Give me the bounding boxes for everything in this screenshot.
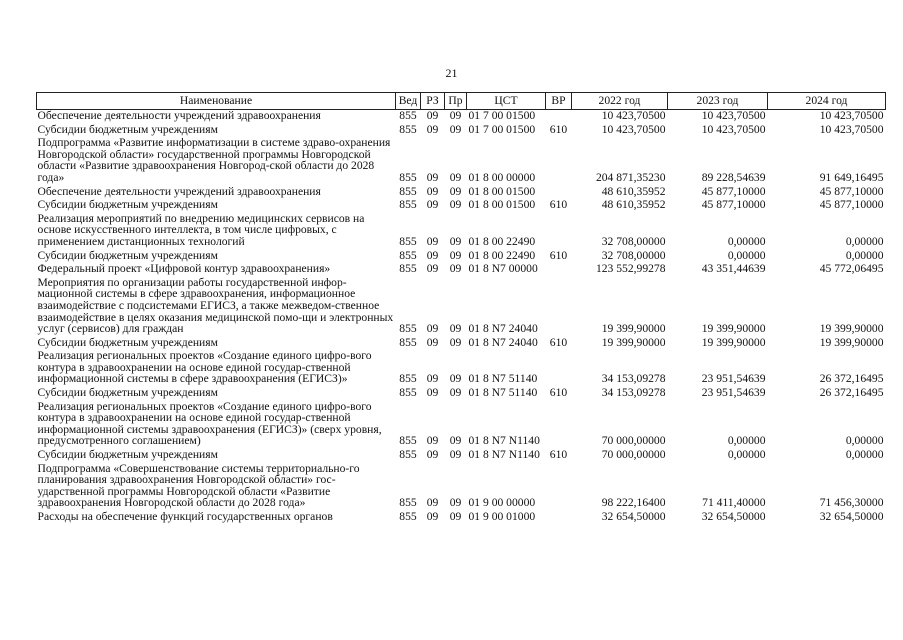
table-row xyxy=(37,348,886,385)
cell-2024: 0,00000 xyxy=(845,234,884,248)
cell-cst: 01 8 N7 51140 xyxy=(468,386,538,400)
cell-rz: 09 xyxy=(426,198,439,212)
cell-2024: 26 372,16495 xyxy=(819,386,884,400)
cell-vr: 610 xyxy=(549,122,568,136)
cell-2022: 10 423,70500 xyxy=(601,122,666,136)
cell-vr: 610 xyxy=(549,386,568,400)
cell-rz: 09 xyxy=(426,109,439,122)
table-row xyxy=(37,197,886,211)
cell-name: Расходы на обеспечение функций государственных органов xyxy=(37,510,333,523)
cell-rz: 09 xyxy=(426,262,439,276)
cell-cst: 01 7 00 01500 xyxy=(468,109,536,122)
cell-vr xyxy=(546,461,572,509)
cell-name: Реализация региональных проектов «Создание единого цифро-вого контура в здравоохранении на основе единой государ-ственной информационной системы в сфере здравоохранения (ЕГИСЗ)» xyxy=(37,349,372,386)
cell-vr xyxy=(546,399,572,447)
cell-cst: 01 8 00 01500 xyxy=(468,184,536,198)
cell-pr: 09 xyxy=(449,234,462,248)
cell-2023: 43 351,44639 xyxy=(701,262,766,276)
cell-name: Федеральный проект «Цифровой контур здравоохранения» xyxy=(37,262,331,276)
table-row xyxy=(37,335,886,349)
cell-vr: 610 xyxy=(549,448,568,462)
cell-rz: 09 xyxy=(426,386,439,400)
header-cst: ЦСТ xyxy=(467,93,546,110)
cell-vr xyxy=(546,184,572,198)
cell-cst: 01 8 N7 24040 xyxy=(468,335,538,349)
cell-rz: 09 xyxy=(426,184,439,198)
header-2022: 2022 год xyxy=(572,93,668,110)
cell-pr: 09 xyxy=(449,510,462,523)
table-row xyxy=(37,211,886,248)
cell-2022: 204 871,35230 xyxy=(595,170,666,184)
table-row xyxy=(37,110,886,122)
cell-ved: 855 xyxy=(399,262,417,276)
cell-vr xyxy=(546,110,572,122)
cell-2022: 70 000,00000 xyxy=(601,448,666,462)
cell-pr: 09 xyxy=(449,335,462,349)
cell-name: Субсидии бюджетным учреждениям xyxy=(37,335,218,349)
cell-2023: 0,00000 xyxy=(727,248,766,262)
cell-2024: 71 456,30000 xyxy=(819,496,884,510)
cell-rz: 09 xyxy=(426,322,439,336)
cell-pr: 09 xyxy=(449,170,462,184)
table-row xyxy=(37,275,886,335)
cell-ved: 855 xyxy=(399,335,417,349)
cell-2023: 10 423,70500 xyxy=(701,109,766,122)
cell-pr: 09 xyxy=(449,434,462,448)
cell-cst: 01 8 N7 51140 xyxy=(468,372,538,386)
cell-pr: 09 xyxy=(449,122,462,136)
cell-name: Реализация региональных проектов «Создание единого цифро-вого контура в здравоохранении на основе единой государ-ственной информационной системы здравоохранения (ЕГИСЗ)» (сверх уровня, предусмотренного соглашением) xyxy=(37,399,382,448)
cell-2022: 32 708,00000 xyxy=(601,248,666,262)
cell-vr xyxy=(546,211,572,248)
cell-ved: 855 xyxy=(399,122,417,136)
cell-2022: 48 610,35952 xyxy=(601,198,666,212)
cell-rz: 09 xyxy=(426,170,439,184)
cell-2024: 26 372,16495 xyxy=(819,372,884,386)
cell-ved: 855 xyxy=(399,198,417,212)
cell-2023: 10 423,70500 xyxy=(701,122,766,136)
cell-name: Мероприятия по организации работы государственной инфор-мационной системы в сфере здравоохранения, информационное взаимодействие с подсистемами ЕГИСЗ, а также межведом-ственное взаимодействие в целях оказания медицинской помо-щи и электронных услуг (сервисов) для граждан xyxy=(37,275,394,336)
cell-2024: 19 399,90000 xyxy=(819,322,884,336)
cell-2023: 23 951,54639 xyxy=(701,372,766,386)
cell-pr: 09 xyxy=(449,109,462,122)
cell-2024: 0,00000 xyxy=(845,448,884,462)
cell-pr: 09 xyxy=(449,248,462,262)
cell-rz: 09 xyxy=(426,448,439,462)
cell-name: Субсидии бюджетным учреждениям xyxy=(37,122,218,136)
table-row xyxy=(37,184,886,198)
cell-2023: 19 399,90000 xyxy=(701,322,766,336)
table-row xyxy=(37,399,886,447)
table-row xyxy=(37,122,886,136)
cell-ved: 855 xyxy=(399,322,417,336)
cell-2024: 32 654,50000 xyxy=(819,510,884,523)
cell-2024: 10 423,70500 xyxy=(819,109,884,122)
cell-name: Обеспечение деятельности учреждений здравоохранения xyxy=(37,184,321,198)
budget-table xyxy=(36,92,886,523)
cell-ved: 855 xyxy=(399,248,417,262)
cell-rz: 09 xyxy=(426,335,439,349)
cell-name: Подпрограмма «Развитие информатизации в системе здраво-охранения Новгородской области» государственной программы Новгородской области «Развитие здравоохранения Новгород-ской области до 2028 года» xyxy=(37,136,391,184)
cell-2023: 0,00000 xyxy=(727,434,766,448)
cell-2022: 32 708,00000 xyxy=(601,234,666,248)
cell-2022: 34 153,09278 xyxy=(601,386,666,400)
cell-2023: 89 228,54639 xyxy=(701,170,766,184)
header-2023: 2023 год xyxy=(668,93,768,110)
page-number: 21 xyxy=(445,66,458,80)
table-row xyxy=(37,248,886,262)
cell-cst: 01 8 00 22490 xyxy=(468,234,536,248)
cell-vr xyxy=(546,509,572,523)
header-ved: Вед xyxy=(396,93,421,110)
cell-2024: 0,00000 xyxy=(845,248,884,262)
cell-pr: 09 xyxy=(449,372,462,386)
cell-pr: 09 xyxy=(449,386,462,400)
table-header-row xyxy=(37,93,886,110)
table-row xyxy=(37,385,886,399)
cell-2022: 10 423,70500 xyxy=(601,109,666,122)
cell-rz: 09 xyxy=(426,372,439,386)
cell-2023: 71 411,40000 xyxy=(702,496,766,510)
cell-rz: 09 xyxy=(426,248,439,262)
cell-cst: 01 8 N7 N1140 xyxy=(468,448,540,462)
cell-2022: 19 399,90000 xyxy=(601,322,666,336)
cell-2024: 91 649,16495 xyxy=(819,170,884,184)
table-row xyxy=(37,447,886,461)
cell-2022: 48 610,35952 xyxy=(601,184,666,198)
cell-ved: 855 xyxy=(399,448,417,462)
cell-pr: 09 xyxy=(449,322,462,336)
cell-vr: 610 xyxy=(549,198,568,212)
cell-ved: 855 xyxy=(399,234,417,248)
cell-2024: 45 772,06495 xyxy=(819,262,884,276)
header-name: Наименование xyxy=(37,93,396,110)
cell-name: Субсидии бюджетным учреждениям xyxy=(37,248,218,262)
cell-vr xyxy=(546,275,572,335)
cell-2022: 123 552,99278 xyxy=(595,262,666,276)
cell-2023: 0,00000 xyxy=(727,448,766,462)
cell-name: Подпрограмма «Совершенствование системы территориально-го планирования здравоохранения Новгородской области» гос-ударственной программы Новгородской области «Развитие здравоохранения Новгородской области до 2028 года» xyxy=(37,461,360,510)
cell-cst: 01 8 N7 24040 xyxy=(468,322,538,336)
cell-2024: 10 423,70500 xyxy=(819,122,884,136)
cell-2023: 45 877,10000 xyxy=(701,198,766,212)
cell-cst: 01 8 N7 N1140 xyxy=(468,434,540,448)
table-row xyxy=(37,261,886,275)
cell-vr: 610 xyxy=(549,248,568,262)
cell-2024: 0,00000 xyxy=(845,434,884,448)
cell-2023: 23 951,54639 xyxy=(701,386,766,400)
cell-ved: 855 xyxy=(399,496,417,510)
cell-2023: 32 654,50000 xyxy=(701,510,766,523)
cell-pr: 09 xyxy=(449,448,462,462)
cell-cst: 01 9 00 01000 xyxy=(468,510,536,523)
cell-rz: 09 xyxy=(426,496,439,510)
header-rz: РЗ xyxy=(421,93,445,110)
header-2024: 2024 год xyxy=(768,93,886,110)
cell-vr: 610 xyxy=(549,335,568,349)
cell-ved: 855 xyxy=(399,109,417,122)
cell-vr xyxy=(546,348,572,385)
cell-2022: 19 399,90000 xyxy=(601,335,666,349)
cell-pr: 09 xyxy=(449,198,462,212)
table-row xyxy=(37,461,886,509)
table-row xyxy=(37,509,886,523)
header-vr: ВР xyxy=(546,93,572,110)
cell-rz: 09 xyxy=(426,510,439,523)
cell-vr xyxy=(546,261,572,275)
cell-ved: 855 xyxy=(399,434,417,448)
cell-name: Реализация мероприятий по внедрению медицинских сервисов на основе искусственного интеллекта, в том числе цифровых, с применением дистанционных технологий xyxy=(37,211,365,248)
cell-cst: 01 8 00 22490 xyxy=(468,248,536,262)
cell-name: Субсидии бюджетным учреждениям xyxy=(37,448,218,462)
cell-2023: 45 877,10000 xyxy=(701,184,766,198)
cell-2024: 45 877,10000 xyxy=(819,184,884,198)
cell-cst: 01 8 00 00000 xyxy=(468,170,536,184)
cell-pr: 09 xyxy=(449,496,462,510)
cell-ved: 855 xyxy=(399,170,417,184)
cell-vr xyxy=(546,135,572,183)
cell-ved: 855 xyxy=(399,386,417,400)
cell-2023: 19 399,90000 xyxy=(701,335,766,349)
cell-2024: 19 399,90000 xyxy=(819,335,884,349)
cell-rz: 09 xyxy=(426,234,439,248)
cell-cst: 01 8 00 01500 xyxy=(468,198,536,212)
cell-name: Обеспечение деятельности учреждений здравоохранения xyxy=(37,109,321,122)
cell-2022: 34 153,09278 xyxy=(601,372,666,386)
cell-pr: 09 xyxy=(449,184,462,198)
cell-name: Субсидии бюджетным учреждениям xyxy=(37,386,218,400)
header-pr: Пр xyxy=(445,93,467,110)
cell-cst: 01 7 00 01500 xyxy=(468,122,536,136)
cell-rz: 09 xyxy=(426,122,439,136)
table-row xyxy=(37,135,886,183)
cell-rz: 09 xyxy=(426,434,439,448)
cell-cst: 01 8 N7 00000 xyxy=(468,262,538,276)
cell-2022: 32 654,50000 xyxy=(601,510,666,523)
cell-ved: 855 xyxy=(399,184,417,198)
cell-cst: 01 9 00 00000 xyxy=(468,496,536,510)
cell-ved: 855 xyxy=(399,510,417,523)
cell-ved: 855 xyxy=(399,372,417,386)
cell-2022: 70 000,00000 xyxy=(601,434,666,448)
cell-2023: 0,00000 xyxy=(727,234,766,248)
cell-2024: 45 877,10000 xyxy=(819,198,884,212)
cell-pr: 09 xyxy=(449,262,462,276)
cell-2022: 98 222,16400 xyxy=(601,496,666,510)
cell-name: Субсидии бюджетным учреждениям xyxy=(37,198,218,212)
